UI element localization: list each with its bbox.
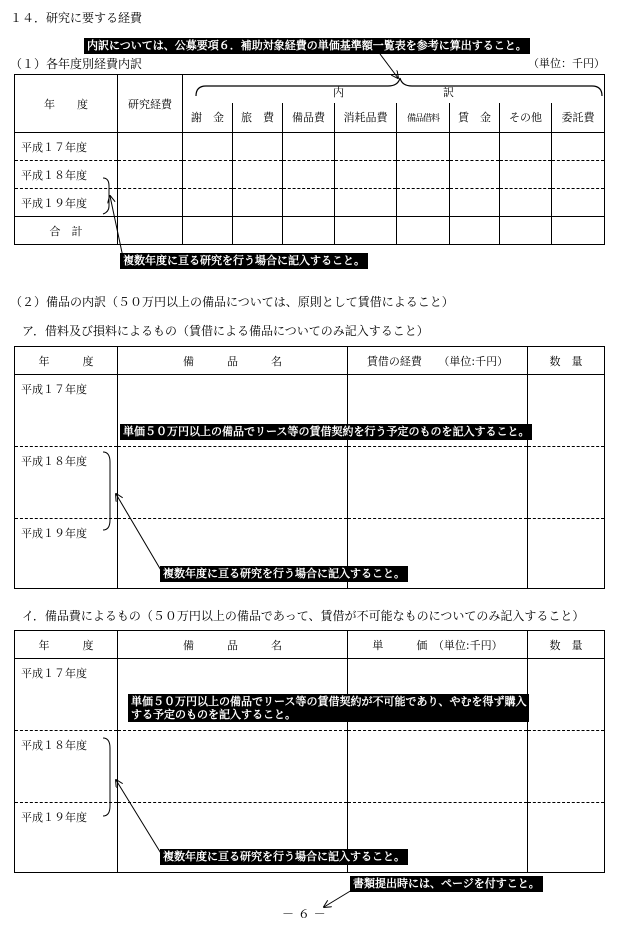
subcol-honorarium: 謝 金 [183, 103, 233, 133]
header-year: 年 度 [15, 631, 118, 659]
subcol-travel: 旅 費 [233, 103, 283, 133]
table-row-total [15, 217, 605, 245]
note-page-numbering: 書類提出時には、ページを付すこと。 [350, 876, 543, 892]
row-year-label: 平成１８年度 [15, 161, 118, 189]
section1-title: （１）各年度別経費内訳 [10, 57, 143, 71]
note-purchase-items [128, 694, 529, 722]
header-item: 備 品 名 [118, 631, 348, 659]
section2a-title: ア．借料及び損料によるもの（賃借による備品についてのみ記入すること） [22, 324, 429, 338]
lease-table [14, 346, 605, 589]
header-unit-price: 単 価 （単位:千円） [348, 631, 528, 659]
table-row [15, 133, 605, 161]
subcol-equipment: 備品費 [283, 103, 335, 133]
arrow-page-note [324, 890, 352, 907]
subcol-other: その他 [500, 103, 552, 133]
breakdown-label: 内 訳 [333, 85, 454, 99]
header-quantity: 数 量 [528, 347, 605, 375]
subcol-rental: 備品借料 [397, 103, 450, 133]
subcol-wages: 賃 金 [450, 103, 500, 133]
note-line: 単価５０万円以上の備品でリース等の賃借契約が不可能であり、やむを得ず購入 [131, 695, 527, 708]
header-year: 年 度 [15, 347, 118, 375]
row-year-label: 平成１９年度 [15, 519, 118, 589]
note-multi-year: 複数年度に亘る研究を行う場合に記入すること。 [160, 849, 408, 865]
purchase-table [14, 630, 605, 873]
table-row [15, 731, 605, 803]
note-breakdown-guidance: 内訳については、公募要項６．補助対象経費の単価基準額一覧表を参考に算出すること。 [84, 38, 530, 54]
row-year-label: 平成１８年度 [15, 731, 118, 803]
table-row [15, 447, 605, 519]
table-row [15, 189, 605, 217]
header-quantity: 数 量 [528, 631, 605, 659]
note-multi-year: 複数年度に亘る研究を行う場合に記入すること。 [160, 566, 408, 582]
page-heading: １４．研究に要する経費 [10, 11, 143, 25]
page-number: － ６ － [282, 907, 326, 921]
unit-label: （単位：千円） [528, 57, 605, 70]
header-breakdown [183, 75, 605, 103]
row-year-label: 平成１７年度 [15, 133, 118, 161]
row-year-label: 平成１９年度 [15, 803, 118, 873]
note-lease-items: 単価５０万円以上の備品でリース等の賃借契約を行う予定のものを記入すること。 [120, 424, 532, 440]
header-year: 年 度 [15, 75, 118, 133]
header-item: 備 品 名 [118, 347, 348, 375]
header-research: 研究経費 [118, 75, 183, 133]
row-year-label: 平成１９年度 [15, 189, 118, 217]
section2-title: （２）備品の内訳（５０万円以上の備品については、原則として賃借によること） [10, 295, 454, 309]
note-line: する予定のものを記入すること。 [131, 708, 296, 721]
subcol-consumables: 消耗品費 [335, 103, 397, 133]
row-year-label: 平成１７年度 [15, 659, 118, 731]
table-row [15, 161, 605, 189]
note-multi-year: 複数年度に亘る研究を行う場合に記入すること。 [120, 253, 368, 269]
row-year-label: 平成１７年度 [15, 375, 118, 447]
expense-table [14, 74, 605, 245]
section2b-title: イ．備品費によるもの（５０万円以上の備品であって、賃借が不可能なものについてのみ記入すること） [22, 609, 585, 623]
header-lease-cost: 賃借の経費 （単位:千円） [348, 347, 528, 375]
row-year-label: 平成１８年度 [15, 447, 118, 519]
subcol-commission: 委託費 [552, 103, 605, 133]
total-label: 合 計 [15, 217, 118, 245]
